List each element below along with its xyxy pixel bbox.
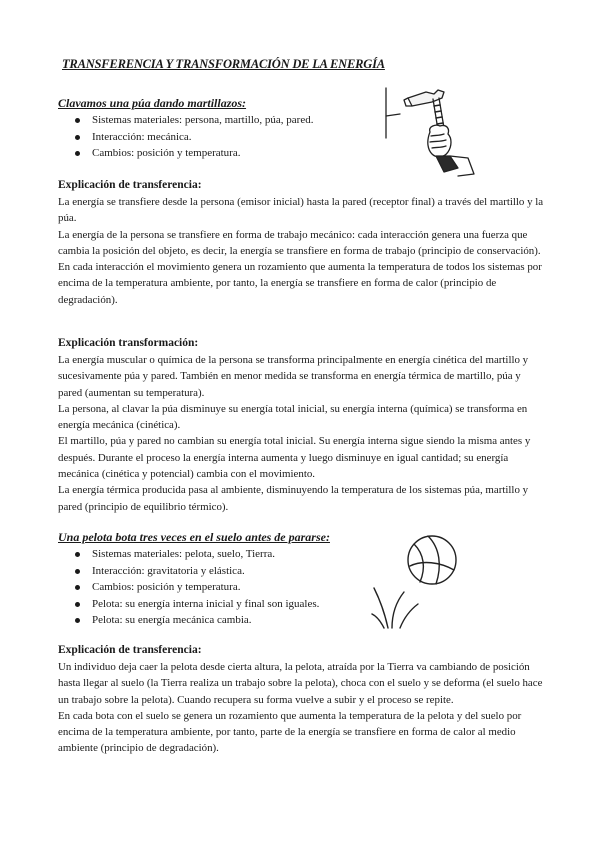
hammer-hand-illustration — [378, 86, 478, 178]
section1-heading: Clavamos una púa dando martillazos: — [58, 96, 247, 110]
section1-transfer-text — [58, 194, 546, 308]
sleeve — [436, 156, 458, 172]
section1-transfer-heading: Explicación de transferencia: — [58, 179, 202, 191]
nail — [386, 114, 400, 116]
list-item: Cambios: posición y temperatura. — [64, 145, 313, 162]
section2-transfer-heading: Explicación de transferencia: — [58, 644, 202, 656]
list-item: Interacción: gravitatoria y elástica. — [64, 563, 319, 580]
paragraph: La energía de la persona se transfiere en forma de trabajo mecánico: cada interacción genera una fuerza que cambia la posición del objeto, es decir, la energía se transfiere en forma de trabajo (principio de conservación). — [58, 228, 541, 257]
section1-transform-text — [58, 352, 546, 515]
section2-transfer-text — [58, 659, 546, 757]
list-item: Interacción: mecánica. — [64, 129, 313, 146]
paragraph: La energía muscular o química de la persona se transforma principalmente en energía cinética del martillo y sucesivamente púa y pared. También en menor medida se transforma en energía térmica de martillo, púa y pared (aumentan su temperatura). — [58, 354, 529, 399]
grass-blade — [372, 614, 384, 628]
list-item: Pelota: su energía interna inicial y final son iguales. — [64, 596, 319, 613]
bouncing-ball-illustration — [370, 530, 470, 630]
section2-heading: Una pelota bota tres veces en el suelo antes de pararse: — [58, 530, 330, 544]
paragraph: Un individuo deja caer la pelota desde cierta altura, la pelota, atraída por la Tierra va cambiando de posición hasta llegar al suelo (la Tierra realiza un trabajo sobre la pelota), choca con el suelo y se deforma (el suelo hace un trabajo sobre la pelota). Cuando recupera su forma vuelve a subir y el proceso se repite. — [58, 661, 543, 706]
list-item: Pelota: su energía mecánica cambia. — [64, 612, 319, 629]
ball — [408, 536, 456, 584]
section1-transform-heading: Explicación transformación: — [58, 337, 199, 349]
list-item: Cambios: posición y temperatura. — [64, 579, 319, 596]
section2-list — [64, 546, 319, 629]
list-item: Sistemas materiales: persona, martillo, púa, pared. — [64, 112, 313, 129]
paragraph: El martillo, púa y pared no cambian su energía total inicial. Su energía interna sigue siendo la misma antes y después. Durante el proceso la energía interna aumenta y luego disminuye en igual cantidad; su energía mecánica (cinética y potencial) cambia con el movimiento. — [58, 435, 531, 481]
paragraph: En cada interacción el movimiento genera un rozamiento que aumenta la temperatura de todos los sistemas por encima de la temperatura ambiente, por tanto, la energía se transfiere en forma de calor (principio de degradación). — [58, 261, 542, 306]
list-item: Sistemas materiales: pelota, suelo, Tierra. — [64, 546, 319, 563]
paragraph: La energía térmica producida pasa al ambiente, disminuyendo la temperatura de los sistemas púa, martillo y pared (principio de equilibrio térmico). — [58, 484, 529, 513]
grass-blade — [400, 604, 418, 628]
paragraph: En cada bota con el suelo se genera un rozamiento que aumenta la temperatura de la pelota y del suelo por encima de la temperatura ambiente, por tanto, parte de la energía se transfiere en forma de calor al medio ambiente (principio de degradación). — [58, 709, 522, 755]
paragraph: La energía se transfiere desde la persona (emisor inicial) hasta la pared (receptor final) a través del martillo y la púa. — [58, 196, 544, 225]
section1-list — [64, 112, 313, 162]
page-title: TRANSFERENCIA Y TRANSFORMACIÓN DE LA ENERGÍA — [62, 57, 385, 71]
paragraph: La persona, al clavar la púa disminuye su energía total inicial, su energía interna (química) se transforma en energía mecánica (cinética). — [58, 402, 528, 432]
